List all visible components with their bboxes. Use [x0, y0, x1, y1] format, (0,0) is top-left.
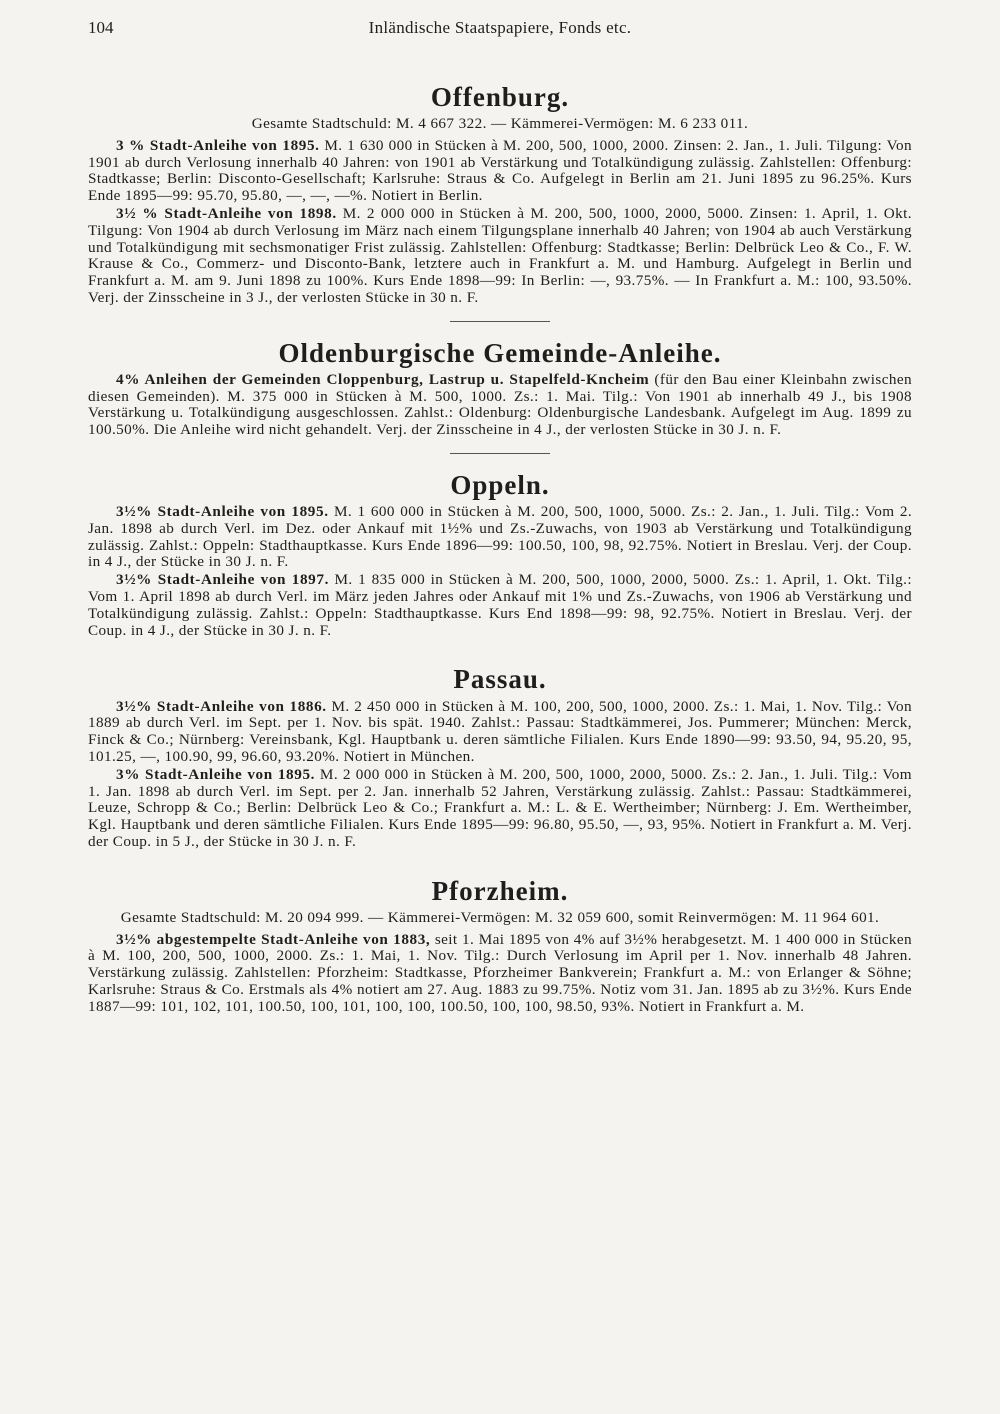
bond-heading: 3½ % Stadt-Anleihe von 1898. [116, 205, 337, 223]
bond-entry [88, 699, 912, 766]
bond-text: M. 2 000 000 in Stücken à M. 200, 500, 1000, 2000, 5000. Zinsen: 1. April, 1. Okt. Tilgung: Von 1904 ab durch Verlosung im März nach einem Tilgungsplane innerhalb 40 Jahren; von 1904 ab auch Verstärkung und Totalkündigung mit sechsmonatiger Frist zulässig. Zahlstellen: Offenburg: Stadtkasse; Berlin: Delbrück Leo & Co., F. W. Krause & Co., Commerz- und Disconto-Bank, letztere auch in Frankfurt a. M. und Hamburg. Aufgelegt in Berlin und Frankfurt a. M. am 9. Juni 1898 zu 100%. Kurs Ende 1898—99: In Berlin: —, 93.75%. — In Frankfurt a. M.: 100, 93.50%. Verj. der Zinsscheine in 3 J., der verlosten Stücke in 30 n. F. [88, 205, 912, 307]
bond-heading: 3% Stadt-Anleihe von 1895. [116, 765, 316, 783]
section-pforzheim [88, 876, 912, 1016]
section-gap [88, 852, 912, 870]
bond-entry [88, 372, 912, 439]
header-title: Inländische Staatspapiere, Fonds etc. [368, 18, 632, 37]
section-divider [450, 453, 550, 454]
bond-text: M. 1 600 000 in Stücken à M. 200, 500, 1000, 5000. Zs.: 2. Jan., 1. Juli. Tilg.: Vom 2. Jan. 1898 ab durch Verl. im Dez. oder Ankauf mit 1½% und Zs.-Zuwachs, von 1903 ab Verstärkung und Totalkündigung zulässig. Zahlst.: Oppeln: Stadthauptkasse. Kurs Ende 1896—99: 100.50, 100, 98, 92.75%. Notiert in Breslau. Verj. der Coup. in 4 J., der Stücke in 30 J. n. F. [88, 503, 913, 571]
section-oppeln [88, 470, 912, 639]
section-divider [450, 321, 550, 322]
section-title: Passau. [453, 664, 547, 695]
bond-heading: 3½% Stadt-Anleihe von 1897. [116, 571, 329, 589]
section-title: Pforzheim. [431, 875, 569, 906]
bond-entry [88, 572, 912, 639]
page-number: 104 [88, 18, 114, 37]
bond-entry [88, 767, 912, 851]
bond-entry [88, 206, 912, 307]
section-summary: Gesamte Stadtschuld: M. 20 094 999. — Kämmerei-Vermögen: M. 32 059 600, somit Reinvermögen: M. 11 964 601. [120, 908, 880, 926]
bond-entry [88, 504, 912, 571]
bond-text: M. 2 000 000 in Stücken à M. 200, 500, 1000, 2000, 5000. Zs.: 2. Jan., 1. Juli. Tilg.: Vom 1. Jan. 1898 ab durch Verl. im Sept. per 2. Jan. innerhalb 52 Jahren, Verstärkung zulässig. Zahlst.: Passau: Stadtkämmerei, Leuze, Schropp & Co.; Berlin: Delbrück Leo & Co.; Frankfurt a. M.: L. & E. Wertheimber; Nürnberg: J. Em. Wertheimber, Kgl. Hauptbank und deren sämtliche Filialen. Kurs Ende 1895—99: 96.80, 95.50, —, 93, 95%. Notiert in Frankfurt a. M. Verj. der Coup. in 5 J., der Stücke in 30 J. n. F. [88, 765, 912, 850]
bond-heading: 3½% Stadt-Anleihe von 1886. [116, 697, 327, 715]
running-head [88, 18, 912, 48]
bond-heading: 3 % Stadt-Anleihe von 1895. [116, 136, 320, 154]
section-title: Oldenburgische Gemeinde-Anleihe. [278, 337, 722, 368]
bond-heading: 4% Anleihen der Gemeinden Cloppenburg, Lastrup u. Stapelfeld-Kncheim [116, 370, 650, 388]
bond-heading: 3½% Stadt-Anleihe von 1895. [116, 503, 329, 521]
bond-text: (für den Bau einer Kleinbahn zwischen diesen Gemeinden). M. 375 000 in Stücken à M. 500, 1000. Zs.: 1. Mai. Tilg.: Von 1901 ab innerhalb 49 J., bis 1908 Verstärkung u. Totalkündigung ausgeschlossen. Zahlst.: Oldenburg: Oldenburgische Landesbank. Aufgelegt im Aug. 1899 zu 100.50%. Die Anleihe wird nicht gehandelt. Verj. der Zinsscheine in 4 J., der verlosten Stücke in 30 J. n. F. [88, 370, 912, 439]
section-gap [88, 640, 912, 658]
bond-heading: 3½% abgestempelte Stadt-Anleihe von 1883, [116, 930, 431, 948]
bond-text: M. 2 450 000 in Stücken à M. 100, 200, 500, 1000, 2000. Zs.: 1. Mai, 1. Nov. Tilg.: Von 1889 ab durch Verl. im Sept. per 1. Nov. bis spät. 1940. Zahlst.: Passau: Stadtkämmerei, Jos. Pummerer; München: Merck, Finck & Co.; Nürnberg: Vereinsbank, Kgl. Hauptbank u. deren sämtliche Filialen. Kurs Ende 1890—99: 93.50, 94, 95.20, 95, 101.25, —, 100.90, 99, 96.60, 93.20%. Notiert in München. [88, 697, 912, 765]
section-passau [88, 664, 912, 850]
bond-text: M. 1 835 000 in Stücken à M. 200, 500, 1000, 2000, 5000. Zs.: 1. April, 1. Okt. Tilg.: Vom 1. April 1898 ab durch Verl. im März jeden Jahres oder Ankauf mit 1% und Zs.-Zuwachs, von 1906 ab Verstärkung und Totalkündigung zulässig. Zahlst.: Oppeln: Stadthauptkasse. Kurs End 1898—99: 98, 92.75%. Notiert in Breslau. Verj. der Coup. in 4 J., der Stücke in 30 J. n. F. [88, 571, 912, 639]
section-title: Oppeln. [450, 470, 550, 501]
section-title: Offenburg. [430, 82, 570, 112]
bond-text: seit 1. Mai 1895 von 4% auf 3½% herabgesetzt. M. 1 400 000 in Stücken à M. 100, 200, 500, 1000, 2000. Zs.: 1. Mai, 1. Nov. Tilg.: Durch Verlosung im April per 1. Nov. innerhalb 48 Jahren. Verstärkung zulässig. Zahlstellen: Pforzheim: Stadtkasse, Pforzheimer Bankverein; Frankfurt a. M.: von Erlanger & Söhne; Karlsruhe: Straus & Co. Erstmals als 4% notiert am 27. Aug. 1883 zu 99.75%. Notiz vom 31. Jan. 1895 ab zu 3½%. Kurs Ende 1887—99: 101, 102, 101, 100.50, 100, 101, 100, 100, 100.50, 100, 100, 98.50, 93%. Notiert in Frankfurt a. M. [88, 930, 912, 1015]
bond-text: M. 1 630 000 in Stücken à M. 200, 500, 1000, 2000. Zinsen: 2. Jan., 1. Juli. Tilgung: Von 1901 ab durch Verlosung innerhalb 40 Jahren: von 1901 ab Verstärkung und Totalkündigung zulässig. Zahlstellen: Offenburg: Stadtkasse; Berlin: Disconto-Gesellschaft; Karlsruhe: Straus & Co. Aufgelegt in Berlin am 21. Juni 1895 zu 96.25%. Kurs Ende 1895—99: 95.70, 95.80, —, —, —%. Notiert in Berlin. [88, 136, 912, 205]
section-summary: Gesamte Stadtschuld: M. 4 667 322. — Kämmerei-Vermögen: M. 6 233 011. [251, 115, 749, 133]
bond-entry [88, 138, 912, 205]
section-offenburg [88, 82, 912, 307]
section-oldenburg [88, 338, 912, 439]
bond-entry [88, 932, 912, 1016]
